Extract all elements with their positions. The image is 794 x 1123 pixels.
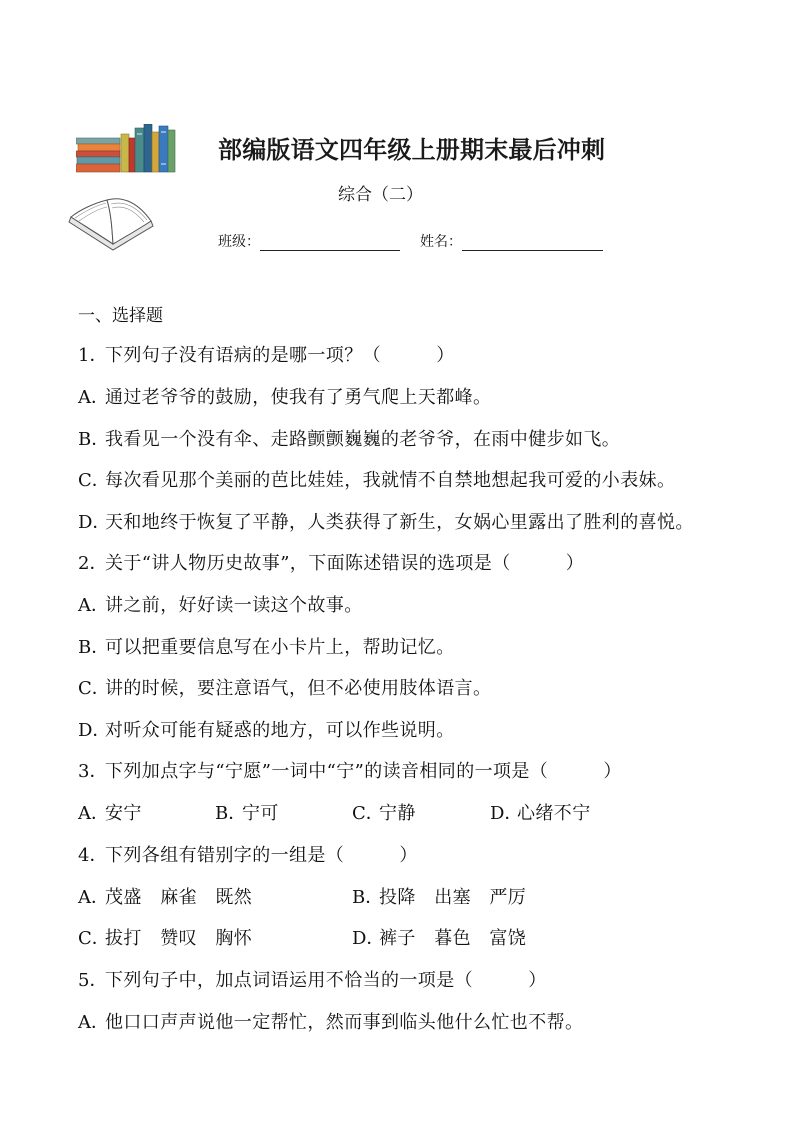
question-text: 下列句子中，加点词语运用不恰当的一项是（ ） — [105, 970, 547, 991]
question-3-option-c — [352, 803, 416, 825]
question-number: 3． — [78, 761, 108, 782]
question-1-option-a — [78, 387, 491, 409]
question-1-option-b — [78, 429, 620, 451]
name-blank-line — [462, 250, 603, 251]
question-text: 下列加点字与“宁愿”一词中“宁”的读音相同的一项是（ ） — [105, 761, 622, 782]
option-letter: D． — [78, 512, 111, 533]
option-letter: C． — [78, 928, 110, 949]
option-letter: B． — [78, 429, 110, 450]
option-text: 拔打 赞叹 胸怀 — [105, 928, 253, 949]
question-3-option-b — [215, 803, 279, 825]
page-subtitle: 综合（二） — [338, 185, 423, 205]
question-2-option-c — [78, 678, 491, 700]
option-text: 每次看见那个美丽的芭比娃娃，我就情不自禁地想起我可爱的小表妹。 — [105, 470, 676, 491]
books-stack-icon — [76, 124, 176, 174]
option-letter: A． — [78, 1012, 109, 1033]
question-number: 2． — [78, 553, 108, 574]
option-letter: B． — [215, 803, 247, 824]
question-4-option-b — [352, 887, 526, 909]
option-text: 宁静 — [379, 803, 416, 824]
question-3-option-a — [78, 803, 142, 825]
option-letter: C． — [78, 678, 110, 699]
page-title: 部编版语文四年级上册期末最后冲刺 — [218, 136, 606, 164]
option-text: 茂盛 麻雀 既然 — [105, 887, 253, 908]
option-text: 我看见一个没有伞、走路颤颤巍巍的老爷爷，在雨中健步如飞。 — [105, 429, 621, 450]
option-letter: A． — [78, 387, 109, 408]
option-letter: B． — [78, 637, 110, 658]
class-blank-line — [260, 250, 400, 251]
question-5-stem — [78, 970, 547, 992]
option-text: 他口口声声说他一定帮忙，然而事到临头他什么忙也不帮。 — [105, 1012, 584, 1033]
question-number: 4． — [78, 845, 108, 866]
option-text: 讲的时候，要注意语气，但不必使用肢体语言。 — [105, 678, 492, 699]
option-letter: A． — [78, 887, 109, 908]
option-letter: C． — [352, 803, 384, 824]
question-3-stem — [78, 761, 622, 783]
option-text: 心绪不宁 — [517, 803, 591, 824]
option-letter: A． — [78, 595, 109, 616]
class-label: 班级： — [218, 234, 260, 250]
option-text: 投降 出塞 严厉 — [379, 887, 527, 908]
option-text: 安宁 — [105, 803, 142, 824]
option-text: 通过老爷爷的鼓励，使我有了勇气爬上天都峰。 — [105, 387, 492, 408]
question-4-option-d — [352, 928, 526, 950]
option-text: 裤子 暮色 富饶 — [379, 928, 527, 949]
question-4-stem — [78, 845, 418, 867]
question-2-option-d — [78, 720, 455, 742]
question-number: 1． — [78, 345, 108, 366]
name-label: 姓名： — [420, 234, 462, 250]
question-2-stem — [78, 553, 584, 575]
question-1-option-c — [78, 470, 675, 492]
option-letter: B． — [352, 887, 384, 908]
question-4-option-c — [78, 928, 252, 950]
question-text: 下列句子没有语病的是哪一项？（ ） — [105, 345, 455, 366]
section-heading: 一、选择题 — [78, 306, 163, 326]
question-text: 关于“讲人物历史故事”，下面陈述错误的选项是（ ） — [105, 553, 585, 574]
question-number: 5． — [78, 970, 108, 991]
question-1-stem — [78, 345, 455, 367]
option-text: 讲之前，好好读一读这个故事。 — [105, 595, 363, 616]
option-letter: C． — [78, 470, 110, 491]
option-letter: D． — [352, 928, 385, 949]
question-1-option-d — [78, 512, 694, 534]
option-letter: D． — [78, 720, 111, 741]
open-book-icon — [67, 192, 155, 254]
option-text: 天和地终于恢复了平静，人类获得了新生，女娲心里露出了胜利的喜悦。 — [105, 512, 694, 533]
option-text: 对听众可能有疑惑的地方，可以作些说明。 — [105, 720, 455, 741]
question-3-option-d — [490, 803, 591, 825]
option-letter: D． — [490, 803, 523, 824]
question-2-option-a — [78, 595, 363, 617]
question-2-option-b — [78, 637, 455, 659]
option-text: 宁可 — [242, 803, 279, 824]
question-text: 下列各组有错别字的一组是（ ） — [105, 845, 418, 866]
option-text: 可以把重要信息写在小卡片上，帮助记忆。 — [105, 637, 455, 658]
question-5-option-a — [78, 1012, 583, 1034]
question-4-option-a — [78, 887, 252, 909]
option-letter: A． — [78, 803, 109, 824]
